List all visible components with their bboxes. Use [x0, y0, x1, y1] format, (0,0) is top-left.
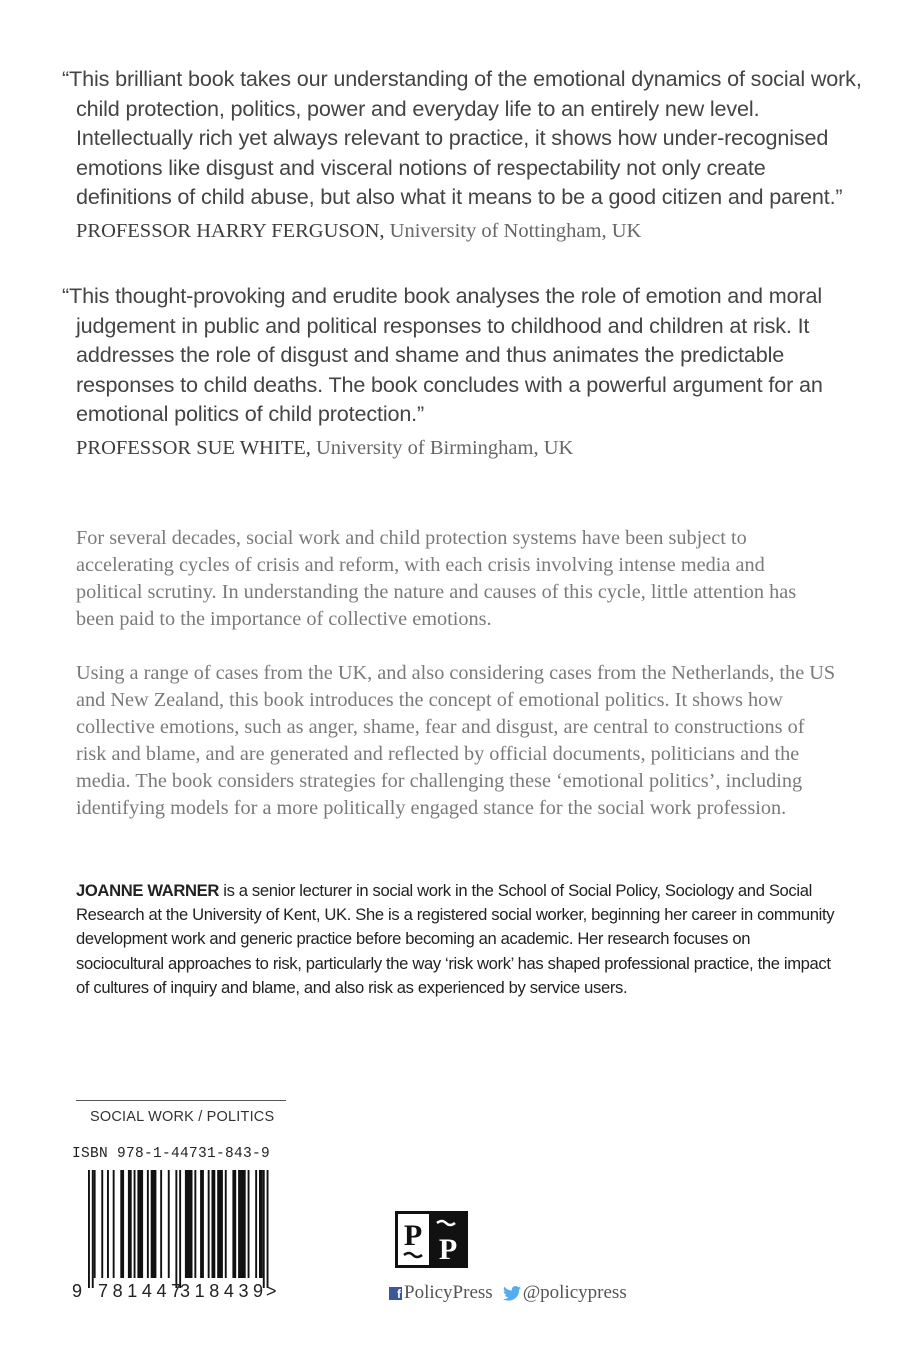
- barcode-bar: [120, 1170, 124, 1278]
- barcode-bar: [200, 1170, 204, 1278]
- barcode-bar: [113, 1170, 115, 1278]
- facebook-label[interactable]: PolicyPress: [404, 1282, 493, 1303]
- barcode-icon: [88, 1170, 278, 1288]
- isbn-text: ISBN 978-1-44731-843-9: [72, 1146, 271, 1162]
- quote-1-affiliation: University of Nottingham, UK: [389, 219, 642, 242]
- quote-1-name: PROFESSOR HARRY FERGUSON,: [76, 219, 385, 242]
- barcode-bar: [94, 1170, 96, 1278]
- barcode-bar: [168, 1170, 170, 1278]
- barcode-bar: [259, 1170, 263, 1278]
- barcode-bar: [107, 1170, 109, 1278]
- barcode-bar: [263, 1170, 265, 1288]
- barcode-bar: [134, 1170, 136, 1278]
- barcode-bar: [160, 1170, 162, 1278]
- blurb-paragraph-1: For several decades, social work and child protection systems have been subject to accelerating cycles of crisis and reform, with each crisis involving intense media and political scrutiny. In understanding the nature and causes of this cycle, little attention has been paid to the importance of collective emotions.: [76, 527, 797, 630]
- category-label: SOCIAL WORK / POLITICS: [90, 1109, 275, 1125]
- blurb-paragraph-2: Using a range of cases from the UK, and also considering cases from the Netherlands, the US and New Zealand, this book introduces the concept of emotional politics. It shows how collective emotions, such as anger, shame, fear and disgust, are central to constructions of risk and blame, and are generated and reflected by official documents, politicians and the media. The book considers strategies for challenging these ‘emotional politics’, including identifying models for a more politically engaged stance for the social work profession.: [76, 662, 836, 819]
- category-divider: [76, 1100, 286, 1101]
- quote-2: [62, 281, 862, 460]
- quote-2-attribution: [62, 437, 862, 460]
- barcode-bar: [255, 1170, 257, 1278]
- quote-2-text: “This thought-provoking and erudite book analyses the role of emotion and moral judgement in public and political responses to childhood and children at risk. It addresses the role of disgust and shame and thus animates the predictable responses to child deaths. The book concludes with a powerful argument for an emotional politics of child protection.”: [62, 283, 823, 426]
- barcode-group-1: 781447: [98, 1281, 186, 1301]
- author-bio: [76, 879, 836, 1000]
- barcode-bar: [212, 1170, 216, 1278]
- quote-2-name: PROFESSOR SUE WHITE,: [76, 436, 311, 459]
- author-name: JOANNE WARNER: [76, 881, 219, 900]
- facebook-icon[interactable]: f: [389, 1287, 402, 1300]
- barcode-bar: [92, 1170, 94, 1288]
- twitter-icon[interactable]: [503, 1286, 521, 1301]
- barcode-bar: [217, 1170, 223, 1278]
- barcode-arrow: >: [266, 1281, 277, 1301]
- barcode-bar: [179, 1170, 181, 1288]
- barcode-bar: [147, 1170, 149, 1278]
- quote-1: [62, 64, 862, 243]
- barcode-bar: [128, 1170, 132, 1278]
- author-bio-text: is a senior lecturer in social work in the School of Social Policy, Sociology and Social Research at the University of Kent, UK. She is a registered social worker, beginning her career in community development work and generic practice before becoming an academic. Her research focuses on sociocultural approaches to risk, particularly the way ‘risk work’ has shaped professional practice, the impact of cultures of inquiry and blame, and also risk as experienced by service users.: [76, 881, 835, 997]
- quote-2-affiliation: University of Birmingham, UK: [315, 436, 574, 459]
- barcode-bar: [232, 1170, 236, 1278]
- twitter-label[interactable]: @policypress: [522, 1282, 627, 1303]
- social-links: [389, 1282, 627, 1304]
- barcode-bar: [194, 1170, 196, 1278]
- svg-text:P: P: [403, 1219, 423, 1252]
- barcode-bar: [101, 1170, 103, 1278]
- barcode-bar: [267, 1170, 269, 1288]
- barcode-bar: [151, 1170, 157, 1278]
- quote-1-text: “This brilliant book takes our understanding of the emotional dynamics of social work, child protection, politics, power and everyday life to an entirely new level. Intellectually rich yet always relevant to practice, it shows how under-recognised emotions like disgust and visceral notions of respectability not only create definitions of child abuse, but also what it means to be a good citizen and parent.”: [62, 66, 862, 209]
- barcode-bar: [225, 1170, 227, 1278]
- barcode-bar: [175, 1170, 177, 1288]
- barcode-bar: [185, 1170, 193, 1278]
- barcode-first-digit: 9: [72, 1281, 83, 1301]
- barcode-bar: [208, 1170, 210, 1278]
- barcode-bar: [137, 1170, 143, 1278]
- policy-press-logo-icon: [395, 1211, 468, 1268]
- barcode-bar: [238, 1170, 246, 1278]
- barcode-bar: [88, 1170, 90, 1288]
- svg-text:P: P: [438, 1233, 458, 1266]
- barcode-bar: [248, 1170, 250, 1278]
- quote-1-attribution: [62, 220, 862, 243]
- barcode-group-2: 318439: [180, 1281, 268, 1301]
